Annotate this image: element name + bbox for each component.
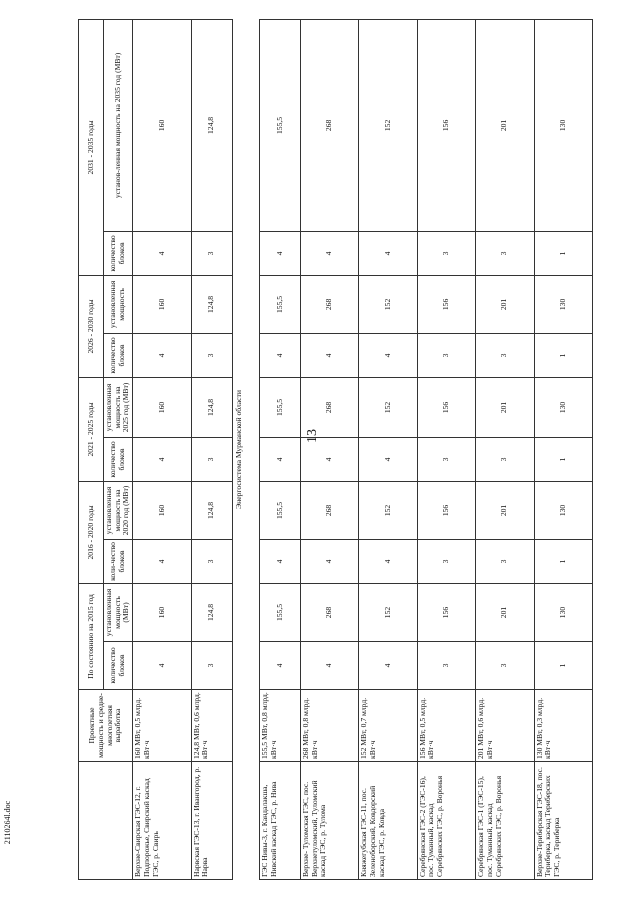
table-row [417, 19, 475, 879]
block-count-cell: 4 [133, 437, 191, 481]
block-count-cell: 3 [476, 333, 534, 377]
table-row [476, 19, 534, 879]
capacity-cell: 130 [534, 481, 592, 539]
page-number: 13 [305, 429, 320, 443]
capacity-cell: 156 [417, 583, 475, 641]
capacity-cell: 130 [534, 275, 592, 333]
plant-design-capacity: 155,5 МВт, 0,8 млрд. кВт·ч [259, 690, 300, 762]
block-count-cell: 3 [476, 437, 534, 481]
plant-name: ГЭС Нивы-3, г. Кандалакша, Нивский каскад ГЭС, р. Нива [259, 762, 300, 880]
plant-design-capacity: 156 МВт, 0,5 млрд. кВт·ч [417, 690, 475, 762]
block-count-cell: 4 [359, 437, 417, 481]
block-count-cell: 3 [476, 642, 534, 690]
capacity-cell: 124,8 [191, 19, 232, 231]
capacity-cell: 130 [534, 377, 592, 437]
plant-design-capacity: 152 МВт, 0,7 млрд. кВт·ч [359, 690, 417, 762]
table-row [133, 19, 191, 879]
capacity-cell: 201 [476, 377, 534, 437]
subheader-capacity: установленная мощность [104, 275, 133, 333]
plant-name: Нарвская ГЭС-13, г. Ивангород, р. Нарва [191, 762, 232, 880]
block-count-cell: 4 [133, 333, 191, 377]
header-period-2031-2035: 2031 - 2035 годы [79, 19, 104, 275]
capacity-cell: 160 [133, 583, 191, 641]
subheader-count: количество блоков [104, 231, 133, 275]
subheader-count: количество блоков [104, 642, 133, 690]
region-row [232, 19, 259, 879]
subheader-capacity: установленная мощность (МВт) [104, 583, 133, 641]
block-count-cell: 4 [133, 539, 191, 583]
block-count-cell: 4 [259, 539, 300, 583]
header-period-2021-2025: 2021 - 2025 годы [79, 377, 104, 481]
block-count-cell: 4 [259, 231, 300, 275]
table-row [359, 19, 417, 879]
subheader-count: количество блоков [104, 333, 133, 377]
capacity-cell: 160 [133, 275, 191, 333]
block-count-cell: 3 [191, 539, 232, 583]
block-count-cell: 3 [191, 642, 232, 690]
capacity-cell: 130 [534, 19, 592, 231]
block-count-cell: 4 [259, 437, 300, 481]
capacity-cell: 268 [300, 377, 358, 437]
table-row [300, 19, 358, 879]
capacity-cell: 156 [417, 481, 475, 539]
capacity-cell: 124,8 [191, 583, 232, 641]
capacity-cell: 152 [359, 19, 417, 231]
plant-name: Верхне- Туломская ГЭС, пос. Верхнетуломский, Туломский каскад ГЭС, р. Тулома [300, 762, 358, 880]
block-count-cell: 3 [191, 231, 232, 275]
capacity-cell: 156 [417, 19, 475, 231]
rotated-table-container [78, 20, 593, 880]
capacity-cell: 155,5 [259, 481, 300, 539]
capacity-cell: 152 [359, 481, 417, 539]
block-count-cell: 4 [259, 333, 300, 377]
capacity-cell: 152 [359, 583, 417, 641]
subheader-capacity: установ-ленная мощность на 2035 год (МВт) [104, 19, 133, 231]
block-count-cell: 3 [417, 539, 475, 583]
capacity-cell: 152 [359, 275, 417, 333]
capacity-cell: 155,5 [259, 19, 300, 231]
block-count-cell: 3 [476, 539, 534, 583]
capacity-cell: 130 [534, 583, 592, 641]
block-count-cell: 1 [534, 539, 592, 583]
block-count-cell: 3 [417, 333, 475, 377]
block-count-cell: 1 [534, 231, 592, 275]
table-row [534, 19, 592, 879]
block-count-cell: 4 [359, 539, 417, 583]
block-count-cell: 4 [359, 333, 417, 377]
subheader-capacity: установленная мощность на 2025 год (МВт) [104, 377, 133, 437]
capacity-cell: 201 [476, 275, 534, 333]
capacity-cell: 155,5 [259, 377, 300, 437]
capacity-cell: 268 [300, 19, 358, 231]
capacity-cell: 155,5 [259, 275, 300, 333]
capacity-cell: 124,8 [191, 481, 232, 539]
block-count-cell: 4 [259, 642, 300, 690]
block-count-cell: 3 [417, 437, 475, 481]
block-count-cell: 4 [133, 642, 191, 690]
capacity-cell: 160 [133, 377, 191, 437]
capacity-cell: 156 [417, 377, 475, 437]
plant-design-capacity: 160 МВт, 0,5 млрд. кВт·ч [133, 690, 191, 762]
capacity-cell: 201 [476, 583, 534, 641]
plant-name: Верхне-Териберская ГЭС-18, пос. Териберка, каскад Териберских ГЭС, р. Териберка [534, 762, 592, 880]
block-count-cell: 4 [300, 539, 358, 583]
table-row [259, 19, 300, 879]
capacity-cell: 155,5 [259, 583, 300, 641]
plant-design-capacity: 201 МВт, 0,6 млрд. кВт·ч [476, 690, 534, 762]
capacity-cell: 268 [300, 481, 358, 539]
block-count-cell: 4 [133, 231, 191, 275]
block-count-cell: 3 [476, 231, 534, 275]
header-period-2016-2020: 2016 - 2020 годы [79, 481, 104, 583]
region-label: Энергосистема Мурманской области [232, 19, 259, 879]
block-count-cell: 4 [300, 333, 358, 377]
subheader-count: коли-чество блоков [104, 539, 133, 583]
block-count-cell: 1 [534, 642, 592, 690]
plant-design-capacity: 124,8 МВт, 0,6 млрд. кВт·ч [191, 690, 232, 762]
capacity-cell: 152 [359, 377, 417, 437]
block-count-cell: 1 [534, 437, 592, 481]
block-count-cell: 4 [300, 642, 358, 690]
capacity-cell: 268 [300, 275, 358, 333]
hydro-plants-table [78, 19, 593, 880]
header-name [79, 762, 133, 880]
table-row [191, 19, 232, 879]
subheader-count: количество блоков [104, 437, 133, 481]
block-count-cell: 3 [417, 642, 475, 690]
capacity-cell: 201 [476, 481, 534, 539]
plant-name: Верхне-Свирская ГЭС-12, г. Подпорожье, Свирский каскад ГЭС, р. Свирь [133, 762, 191, 880]
plant-name: Княжегубская ГЭС-11, пос. Зеленоборский, Ковдорский каскад ГЭС, р. Ковда [359, 762, 417, 880]
block-count-cell: 3 [417, 231, 475, 275]
block-count-cell: 1 [534, 333, 592, 377]
block-count-cell: 3 [191, 333, 232, 377]
header-period-2026-2030: 2026 - 2030 годы [79, 275, 104, 377]
header-period-2015: По состоянию на 2015 год [79, 583, 104, 689]
capacity-cell: 156 [417, 275, 475, 333]
capacity-cell: 268 [300, 583, 358, 641]
footer-filename: 2110264l.doc [3, 800, 13, 845]
capacity-cell: 124,8 [191, 275, 232, 333]
capacity-cell: 124,8 [191, 377, 232, 437]
plant-design-capacity: 268 МВт, 0,8 млрд. кВт·ч [300, 690, 358, 762]
block-count-cell: 4 [359, 642, 417, 690]
block-count-cell: 3 [191, 437, 232, 481]
capacity-cell: 201 [476, 19, 534, 231]
plant-design-capacity: 130 МВт, 0,3 млрд. кВт·ч [534, 690, 592, 762]
block-count-cell: 4 [300, 231, 358, 275]
plant-name: Серебрянская ГЭС-1 (ГЭС-15), пос. Туманный, каскад Серебрянских ГЭС, р. Воронья [476, 762, 534, 880]
capacity-cell: 160 [133, 481, 191, 539]
plant-name: Серебрянская ГЭС-2 (ГЭС-16), пос. Туманный, каскад Серебрянских ГЭС, р. Воронья [417, 762, 475, 880]
block-count-cell: 4 [359, 231, 417, 275]
header-design: Проектные мощность и средне-многолетняя выработка [79, 690, 133, 762]
capacity-cell: 160 [133, 19, 191, 231]
subheader-capacity: установленная мощность на 2020 год (МВт) [104, 481, 133, 539]
block-count-cell: 4 [300, 437, 358, 481]
